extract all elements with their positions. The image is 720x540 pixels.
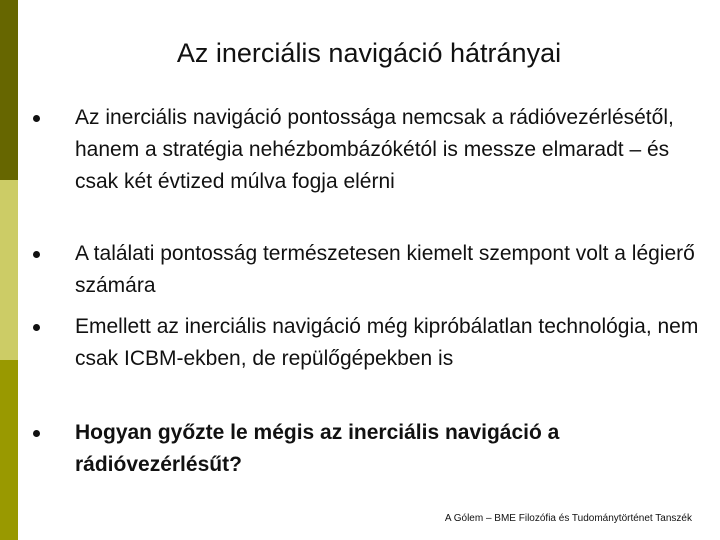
bullet-dot-icon (33, 430, 40, 437)
slide-footer: A Gólem – BME Filozófia és Tudománytörténet Tanszék (444, 513, 692, 524)
bullet-item (75, 238, 700, 302)
slide-title: Az inerciális navigáció hátrányai (176, 38, 562, 68)
bullet-text: Az inerciális navigáció pontossága nemcsak a rádióvezérlésétől, hanem a stratégia nehézbombázókétól is messze elmaradt – és csak két évtized múlva fogja elérni (75, 106, 674, 193)
bullet-item (75, 102, 700, 198)
bullet-text: A találati pontosság természetesen kiemelt szempont volt a légierő számára (75, 242, 695, 297)
bullet-dot-icon (33, 324, 40, 331)
bullet-item-question (75, 417, 700, 481)
bullet-dot-icon (33, 251, 40, 258)
bullet-item (75, 311, 700, 375)
bullet-text: Emellett az inerciális navigáció még kipróbálatlan technológia, nem csak ICBM-ekben, de repülőgépekben is (75, 315, 699, 370)
bullet-dot-icon (33, 115, 40, 122)
bullet-text: Hogyan győzte le mégis az inerciális navigáció a rádióvezérlésűt? (75, 421, 560, 476)
